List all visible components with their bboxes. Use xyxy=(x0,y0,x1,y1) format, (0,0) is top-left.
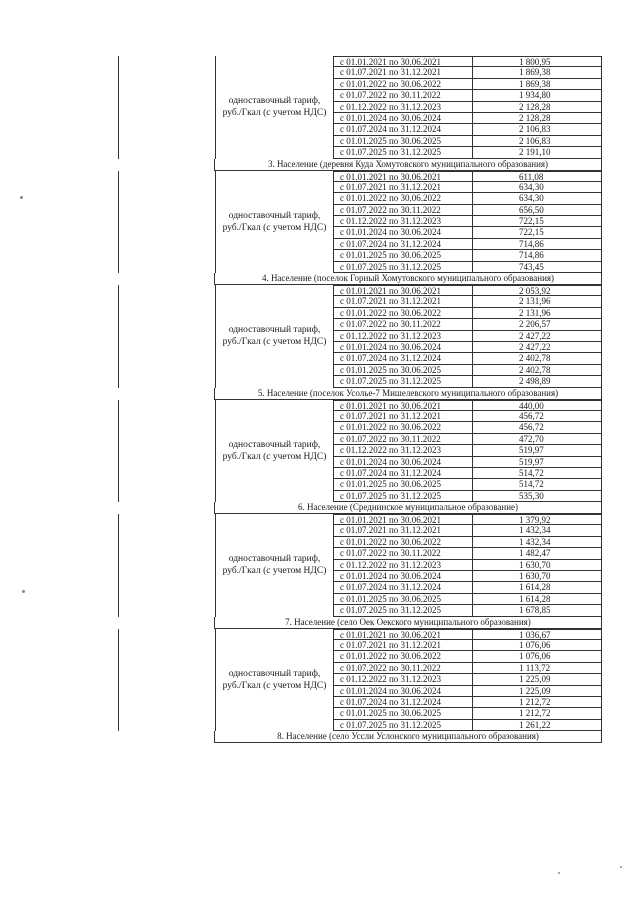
tariff-value-cell: 634,30 xyxy=(473,182,602,192)
tariff-value-cell: 1 076,06 xyxy=(473,640,602,650)
tariff-value-cell: 456,72 xyxy=(473,411,602,421)
scan-speck xyxy=(620,866,622,868)
tariff-value-cell: 1 432,34 xyxy=(473,537,602,547)
period-cell: с 01.07.2025 по 31.12.2025 xyxy=(334,491,473,501)
tariff-block xyxy=(118,400,602,503)
section-header: 5. Население (поселок Усолье-7 Мишелевского муниципального образования) xyxy=(214,388,602,400)
period-cell: с 01.01.2024 по 30.06.2024 xyxy=(334,227,473,237)
tariff-value-cell: 722,15 xyxy=(473,216,602,226)
period-cell: с 01.01.2022 по 30.06.2022 xyxy=(334,537,473,547)
period-cell: с 01.01.2022 по 30.06.2022 xyxy=(334,79,473,89)
tariff-value-cell: 1 225,09 xyxy=(473,674,602,684)
tariff-value-cell: 2 191,10 xyxy=(473,147,602,157)
period-cell: с 01.07.2024 по 31.12.2024 xyxy=(334,353,473,363)
section-header: 6. Население (Среднинское муниципальное образование) xyxy=(214,502,602,514)
table-row xyxy=(334,560,602,571)
table-row xyxy=(334,296,602,307)
section-header: 4. Население (поселок Горный Хомутовского муниципального образования) xyxy=(214,273,602,285)
tariff-value-cell: 1 432,34 xyxy=(473,525,602,535)
tariff-value-cell: 2 427,22 xyxy=(473,342,602,352)
period-cell: с 01.12.2022 по 31.12.2023 xyxy=(334,674,473,684)
period-cell: с 01.01.2022 по 30.06.2022 xyxy=(334,308,473,318)
tariff-value-cell: 1 630,70 xyxy=(473,560,602,570)
period-cell: с 01.12.2022 по 31.12.2023 xyxy=(334,102,473,112)
table-row xyxy=(334,571,602,582)
table-row xyxy=(334,674,602,685)
period-cell: с 01.12.2022 по 31.12.2023 xyxy=(334,331,473,341)
tariff-value-cell: 1 212,72 xyxy=(473,697,602,707)
table-row xyxy=(334,686,602,697)
table-row xyxy=(334,525,602,536)
table-row xyxy=(334,376,602,387)
tariff-value-cell: 1 630,70 xyxy=(473,571,602,581)
period-cell: с 01.07.2024 по 31.12.2024 xyxy=(334,697,473,707)
period-cell: с 01.01.2024 по 30.06.2024 xyxy=(334,113,473,123)
table-row xyxy=(334,629,602,640)
period-cell: с 01.12.2022 по 31.12.2023 xyxy=(334,560,473,570)
period-cell: с 01.12.2022 по 31.12.2023 xyxy=(334,216,473,226)
tariff-block xyxy=(118,629,602,732)
table-row xyxy=(334,697,602,708)
period-cell: с 01.01.2022 по 30.06.2022 xyxy=(334,651,473,661)
period-cell: с 01.01.2021 по 30.06.2021 xyxy=(334,630,473,639)
blank-column xyxy=(118,56,215,159)
period-cell: с 01.07.2022 по 30.11.2022 xyxy=(334,90,473,100)
period-cell: с 01.07.2024 по 31.12.2024 xyxy=(334,124,473,134)
table-row xyxy=(334,90,602,101)
table-row xyxy=(334,319,602,330)
rows-container xyxy=(334,514,602,617)
period-cell: с 01.07.2021 по 31.12.2021 xyxy=(334,296,473,306)
table-row xyxy=(334,605,602,616)
rows-container xyxy=(334,285,602,388)
period-cell: с 01.07.2024 по 31.12.2024 xyxy=(334,582,473,592)
period-cell: с 01.01.2025 по 30.06.2025 xyxy=(334,479,473,489)
tariff-block xyxy=(118,56,602,159)
tariff-value-cell: 514,72 xyxy=(473,468,602,478)
tariff-value-cell: 1 800,95 xyxy=(473,57,602,66)
tariff-table xyxy=(118,56,602,743)
rows-container xyxy=(334,400,602,503)
tariff-value-cell: 1 036,67 xyxy=(473,630,602,639)
period-cell: с 01.07.2024 по 31.12.2024 xyxy=(334,239,473,249)
period-cell: с 01.01.2025 по 30.06.2025 xyxy=(334,594,473,604)
period-cell: с 01.07.2022 по 30.11.2022 xyxy=(334,205,473,215)
table-row xyxy=(334,113,602,124)
table-row xyxy=(334,537,602,548)
tariff-value-cell: 714,86 xyxy=(473,250,602,260)
tariff-value-cell: 1 076,06 xyxy=(473,651,602,661)
tariff-value-cell: 2 427,22 xyxy=(473,331,602,341)
tariff-value-cell: 722,15 xyxy=(473,227,602,237)
tariff-type-label: одноставочный тариф, руб./Гкал (с учетом НДС) xyxy=(215,514,334,617)
tariff-type-label: одноставочный тариф, руб./Гкал (с учетом НДС) xyxy=(215,56,334,159)
table-row xyxy=(334,400,602,411)
period-cell: с 01.07.2022 по 30.11.2022 xyxy=(334,548,473,558)
table-row xyxy=(334,422,602,433)
table-row xyxy=(334,640,602,651)
period-cell: с 01.07.2025 по 31.12.2025 xyxy=(334,605,473,615)
table-row xyxy=(334,56,602,67)
tariff-type-label: одноставочный тариф, руб./Гкал (с учетом НДС) xyxy=(215,629,334,732)
table-row xyxy=(334,250,602,261)
tariff-block xyxy=(118,285,602,388)
table-row xyxy=(334,411,602,422)
table-row xyxy=(334,434,602,445)
period-cell: с 01.07.2021 по 31.12.2021 xyxy=(334,640,473,650)
period-cell: с 01.07.2022 по 30.11.2022 xyxy=(334,663,473,673)
tariff-value-cell: 1 482,47 xyxy=(473,548,602,558)
tariff-block xyxy=(118,514,602,617)
period-cell: с 01.07.2022 по 30.11.2022 xyxy=(334,319,473,329)
period-cell: с 01.07.2025 по 31.12.2025 xyxy=(334,262,473,272)
period-cell: с 01.01.2024 по 30.06.2024 xyxy=(334,571,473,581)
period-cell: с 01.01.2021 по 30.06.2021 xyxy=(334,172,473,181)
period-cell: с 01.01.2024 по 30.06.2024 xyxy=(334,457,473,467)
tariff-value-cell: 519,97 xyxy=(473,445,602,455)
period-cell: с 01.01.2021 по 30.06.2021 xyxy=(334,401,473,410)
tariff-value-cell: 1 614,28 xyxy=(473,582,602,592)
table-row xyxy=(334,124,602,135)
section-header: 7. Население (село Оек Оекского муниципального образования) xyxy=(214,617,602,629)
tariff-value-cell: 611,08 xyxy=(473,172,602,181)
period-cell: с 01.01.2024 по 30.06.2024 xyxy=(334,342,473,352)
table-row xyxy=(334,102,602,113)
tariff-value-cell: 2 498,89 xyxy=(473,376,602,386)
table-row xyxy=(334,171,602,182)
tariff-value-cell: 472,70 xyxy=(473,434,602,444)
table-row xyxy=(334,67,602,78)
tariff-value-cell: 514,72 xyxy=(473,479,602,489)
tariff-value-cell: 1 869,38 xyxy=(473,79,602,89)
period-cell: с 01.12.2022 по 31.12.2023 xyxy=(334,445,473,455)
tariff-value-cell: 535,30 xyxy=(473,491,602,501)
period-cell: с 01.07.2021 по 31.12.2021 xyxy=(334,67,473,77)
tariff-value-cell: 2 402,78 xyxy=(473,365,602,375)
table-row xyxy=(334,651,602,662)
period-cell: с 01.01.2025 по 30.06.2025 xyxy=(334,136,473,146)
period-cell: с 01.07.2024 по 31.12.2024 xyxy=(334,468,473,478)
table-row xyxy=(334,331,602,342)
blank-column xyxy=(118,285,215,388)
table-row xyxy=(334,514,602,525)
table-row xyxy=(334,663,602,674)
rows-container xyxy=(334,56,602,159)
tariff-type-label: одноставочный тариф, руб./Гкал (с учетом НДС) xyxy=(215,171,334,274)
blank-column xyxy=(118,629,215,732)
period-cell: с 01.01.2021 по 30.06.2021 xyxy=(334,57,473,66)
tariff-value-cell: 2 128,28 xyxy=(473,102,602,112)
table-row xyxy=(334,308,602,319)
scan-speck xyxy=(558,872,560,874)
tariff-value-cell: 2 402,78 xyxy=(473,353,602,363)
tariff-value-cell: 656,50 xyxy=(473,205,602,215)
tariff-value-cell: 2 206,57 xyxy=(473,319,602,329)
tariff-value-cell: 1 678,85 xyxy=(473,605,602,615)
period-cell: с 01.01.2022 по 30.06.2022 xyxy=(334,422,473,432)
rows-container xyxy=(334,171,602,274)
period-cell: с 01.07.2025 по 31.12.2025 xyxy=(334,147,473,157)
tariff-block xyxy=(118,171,602,274)
table-row xyxy=(334,205,602,216)
rows-container xyxy=(334,629,602,732)
section-header: 3. Население (деревня Куда Хомутовского муниципального образования) xyxy=(214,159,602,171)
period-cell: с 01.01.2021 по 30.06.2021 xyxy=(334,515,473,524)
tariff-type-label: одноставочный тариф, руб./Гкал (с учетом НДС) xyxy=(215,400,334,503)
period-cell: с 01.01.2024 по 30.06.2024 xyxy=(334,686,473,696)
table-row xyxy=(334,582,602,593)
table-row xyxy=(334,445,602,456)
section-header: 8. Население (село Уссли Услонского муниципального образования) xyxy=(214,731,602,743)
period-cell: с 01.07.2025 по 31.12.2025 xyxy=(334,720,473,730)
table-row xyxy=(334,285,602,296)
tariff-value-cell: 2 131,96 xyxy=(473,308,602,318)
tariff-value-cell: 1 869,38 xyxy=(473,67,602,77)
tariff-type-label: одноставочный тариф, руб./Гкал (с учетом НДС) xyxy=(215,285,334,388)
tariff-value-cell: 519,97 xyxy=(473,457,602,467)
tariff-value-cell: 1 113,72 xyxy=(473,663,602,673)
tariff-value-cell: 2 131,96 xyxy=(473,296,602,306)
tariff-value-cell: 1 379,92 xyxy=(473,515,602,524)
table-row xyxy=(334,182,602,193)
tariff-value-cell: 1 225,09 xyxy=(473,686,602,696)
tariff-value-cell: 714,86 xyxy=(473,239,602,249)
tariff-value-cell: 743,45 xyxy=(473,262,602,272)
table-row xyxy=(334,468,602,479)
period-cell: с 01.01.2025 по 30.06.2025 xyxy=(334,250,473,260)
table-row xyxy=(334,708,602,719)
table-row xyxy=(334,342,602,353)
period-cell: с 01.01.2025 по 30.06.2025 xyxy=(334,708,473,718)
table-row xyxy=(334,227,602,238)
scan-speck xyxy=(22,590,25,593)
tariff-value-cell: 2 128,28 xyxy=(473,113,602,123)
blank-column xyxy=(118,171,215,274)
table-row xyxy=(334,147,602,158)
tariff-value-cell: 456,72 xyxy=(473,422,602,432)
table-row xyxy=(334,457,602,468)
period-cell: с 01.07.2022 по 30.11.2022 xyxy=(334,434,473,444)
table-row xyxy=(334,353,602,364)
tariff-value-cell: 1 261,22 xyxy=(473,720,602,730)
table-row xyxy=(334,136,602,147)
scan-speck xyxy=(20,196,23,199)
table-row xyxy=(334,262,602,273)
period-cell: с 01.01.2022 по 30.06.2022 xyxy=(334,193,473,203)
table-row xyxy=(334,193,602,204)
period-cell: с 01.07.2021 по 31.12.2021 xyxy=(334,525,473,535)
tariff-value-cell: 2 106,83 xyxy=(473,124,602,134)
period-cell: с 01.07.2021 по 31.12.2021 xyxy=(334,411,473,421)
tariff-value-cell: 634,30 xyxy=(473,193,602,203)
table-row xyxy=(334,239,602,250)
period-cell: с 01.07.2025 по 31.12.2025 xyxy=(334,376,473,386)
tariff-value-cell: 2 106,83 xyxy=(473,136,602,146)
tariff-value-cell: 1 212,72 xyxy=(473,708,602,718)
blank-column xyxy=(118,400,215,503)
tariff-value-cell: 1 934,80 xyxy=(473,90,602,100)
table-row xyxy=(334,594,602,605)
table-row xyxy=(334,79,602,90)
table-row xyxy=(334,365,602,376)
table-row xyxy=(334,548,602,559)
table-row xyxy=(334,216,602,227)
tariff-value-cell: 2 053,92 xyxy=(473,286,602,295)
period-cell: с 01.01.2025 по 30.06.2025 xyxy=(334,365,473,375)
blank-column xyxy=(118,514,215,617)
period-cell: с 01.01.2021 по 30.06.2021 xyxy=(334,286,473,295)
period-cell: с 01.07.2021 по 31.12.2021 xyxy=(334,182,473,192)
table-row xyxy=(334,720,602,731)
tariff-value-cell: 440,00 xyxy=(473,401,602,410)
table-row xyxy=(334,479,602,490)
table-row xyxy=(334,491,602,502)
tariff-value-cell: 1 614,28 xyxy=(473,594,602,604)
